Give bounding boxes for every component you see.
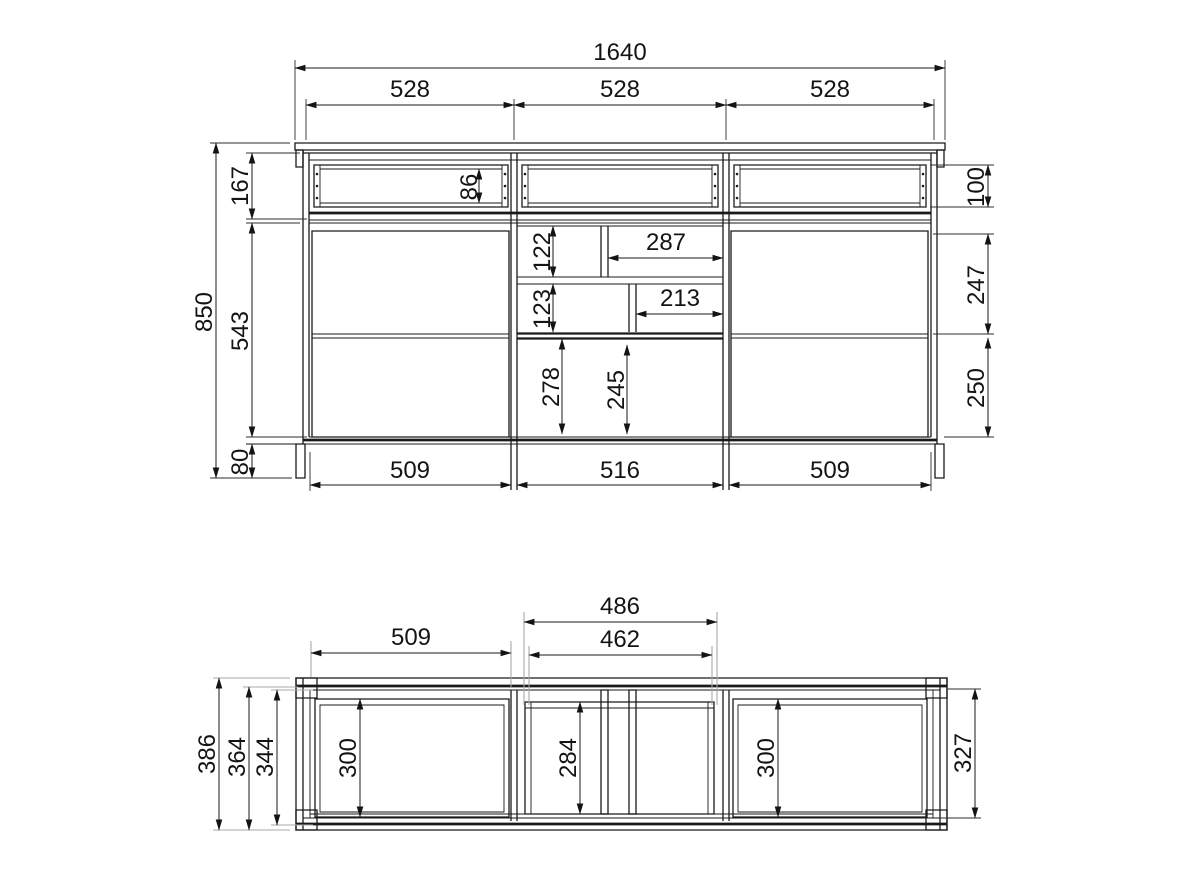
dim-open-compartment-right: 245 <box>603 369 630 411</box>
dim-drawer-inner-height: 86 <box>456 173 483 201</box>
dim-front-section-width-3: 528 <box>809 76 851 103</box>
dim-front-top-section-height: 167 <box>227 165 254 207</box>
dim-base-width-1: 509 <box>389 457 431 484</box>
plan-view <box>194 593 981 830</box>
dim-drawer-front-height: 100 <box>963 166 990 208</box>
dim-front-plinth-height: 80 <box>227 448 254 476</box>
plan-compartments <box>315 690 927 817</box>
dim-plan-left-compartment-depth: 300 <box>335 737 362 779</box>
dim-plan-right-compartment-depth: 300 <box>753 737 780 779</box>
dim-base-width-3: 509 <box>809 457 851 484</box>
dim-front-section-width-1: 528 <box>389 76 431 103</box>
drawer-screw-dots <box>316 173 925 200</box>
dim-front-section-width-2: 528 <box>599 76 641 103</box>
dim-plan-middle-compartment-depth: 284 <box>555 737 582 779</box>
dim-front-total-height: 850 <box>191 291 218 333</box>
front-drawers <box>309 165 931 223</box>
front-elevation-view <box>191 39 994 491</box>
dim-plan-middle-inner-width: 462 <box>599 626 641 653</box>
dim-plan-right-inner-depth: 327 <box>950 732 977 774</box>
dim-plan-inner-depth: 364 <box>224 736 251 778</box>
plan-carcass-outline <box>296 678 947 830</box>
dim-base-width-2: 516 <box>599 457 641 484</box>
dim-front-total-width: 1640 <box>593 39 647 66</box>
dim-plan-total-depth: 386 <box>194 733 221 775</box>
plan-dimensions <box>194 593 981 830</box>
dim-right-upper-opening: 247 <box>963 264 990 306</box>
dim-open-compartment-left: 278 <box>538 366 565 408</box>
front-carcass-outline <box>246 143 945 490</box>
dim-upper-shelf-height: 122 <box>529 231 556 273</box>
dim-right-lower-opening: 250 <box>963 367 990 409</box>
dim-plan-opening-depth: 344 <box>252 736 279 778</box>
dim-lower-shelf-width: 213 <box>659 285 701 312</box>
dim-front-middle-section-height: 543 <box>227 310 254 352</box>
dim-lower-shelf-height: 123 <box>529 288 556 330</box>
dim-plan-middle-outer-width: 486 <box>599 593 641 620</box>
dim-plan-left-width: 509 <box>390 624 432 651</box>
dim-upper-shelf-width: 287 <box>645 229 687 256</box>
